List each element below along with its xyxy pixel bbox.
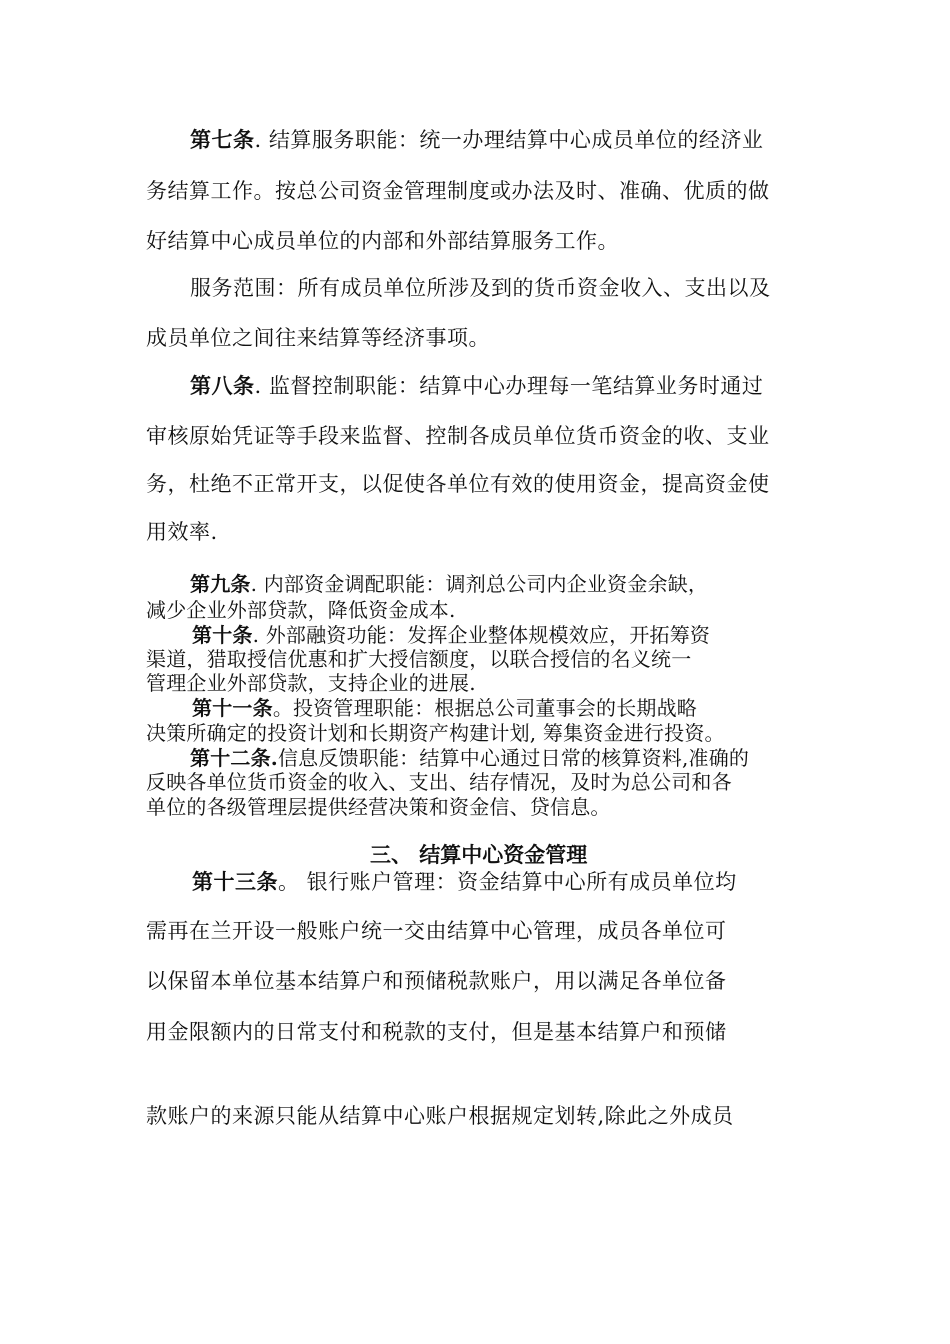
article13-line1: 第十三条。 银行账户管理：资金结算中心所有成员单位均 — [192, 869, 737, 894]
article8-line3: 务，杜绝不正常开支，以促使各单位有效的使用资金，提高资金使 — [146, 472, 770, 496]
article9-line1: 第九条. 内部资金调配职能：调剂总公司内企业资金余缺， — [190, 572, 709, 596]
article13-label: 第十三条 — [192, 869, 278, 894]
article7-label: 第七条 — [190, 127, 255, 152]
article11-label: 第十一条 — [192, 696, 273, 720]
article12-line2: 反映各单位货币资金的收入、支出、结存情况，及时为总公司和各 — [146, 770, 732, 794]
article7-line3: 好结算中心成员单位的内部和外部结算服务工作。 — [146, 229, 619, 253]
article8-line1: 第八条. 监督控制职能：结算中心办理每一笔结算业务时通过 — [190, 373, 764, 398]
article10-line2: 渠道，猎取授信优惠和扩大授信额度，以联合授信的名义统一 — [146, 647, 692, 671]
article12-line1: 第十二条.信息反馈职能：结算中心通过日常的核算资料,准确的 — [190, 746, 750, 770]
scope-line2: 成员单位之间往来结算等经济事项。 — [146, 326, 490, 350]
article7-line1: 第七条. 结算服务职能：统一办理结算中心成员单位的经济业 — [190, 127, 764, 152]
article8-line2: 审核原始凭证等手段来监督、控制各成员单位货币资金的收、支业 — [146, 424, 770, 448]
section3-heading: 三、 结算中心资金管理 — [370, 842, 588, 867]
article13-line3: 以保留本单位基本结算户和预储税款账户，用以满足各单位备 — [146, 969, 727, 993]
article13-line2: 需再在兰开设一般账户统一交由结算中心管理，成员各单位可 — [146, 919, 727, 943]
article8-label: 第八条 — [190, 373, 255, 398]
article12-label: 第十二条. — [190, 746, 278, 770]
scope-line1: 服务范围：所有成员单位所涉及到的货币资金收入、支出以及 — [190, 276, 771, 300]
article7-line2: 务结算工作。按总公司资金管理制度或办法及时、准确、优质的做 — [146, 179, 770, 203]
article9-line2: 减少企业外部贷款，降低资金成本. — [146, 598, 456, 622]
article10-line3: 管理企业外部贷款，支持企业的进展. — [146, 671, 476, 695]
article10-label: 第十条 — [192, 623, 253, 647]
article11-line1: 第十一条。投资管理职能：根据总公司董事会的长期战略 — [192, 696, 698, 720]
article13-line5: 款账户的来源只能从结算中心账户根据规定划转,除此之外成员 — [146, 1104, 734, 1128]
article11-line2: 决策所确定的投资计划和长期资产构建计划, 筹集资金进行投资。 — [146, 721, 725, 745]
article12-line3: 单位的各级管理层提供经营决策和资金信、贷信息。 — [146, 795, 611, 819]
article9-label: 第九条 — [190, 572, 251, 596]
article13-line4: 用金限额内的日常支付和税款的支付，但是基本结算户和预储 — [146, 1020, 727, 1044]
article10-line1: 第十条. 外部融资功能：发挥企业整体规模效应，开拓筹资 — [192, 623, 711, 647]
article8-line4: 用效率. — [146, 520, 218, 544]
